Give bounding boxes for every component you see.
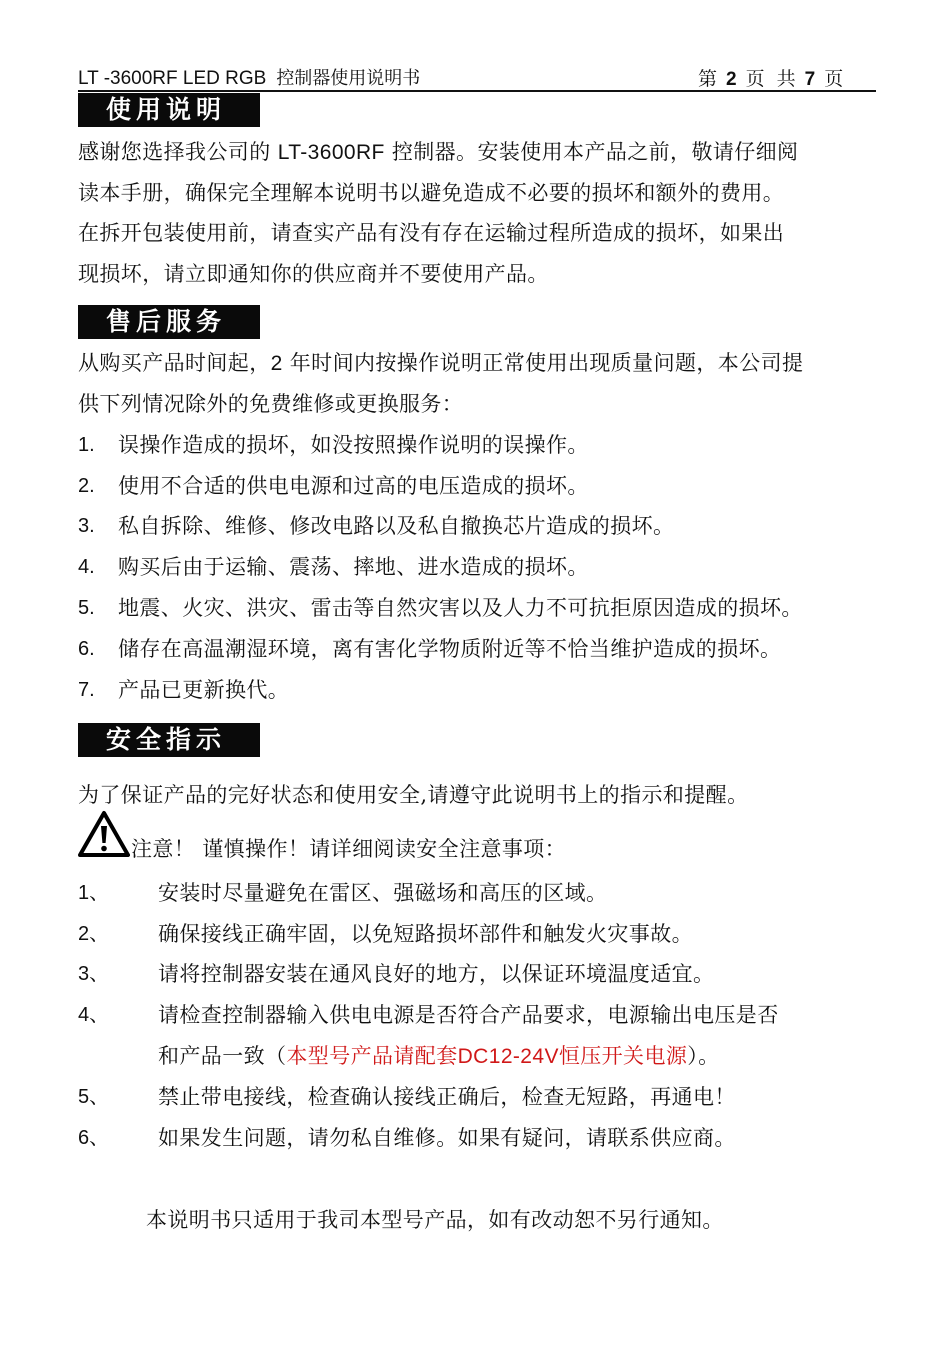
safety-item-num: 6、 [78, 1127, 110, 1149]
page-total: 7 [804, 69, 819, 90]
safety-item-num: 3、 [78, 963, 110, 985]
usage-line-1-pre: 感谢您选择我公司的 [78, 140, 278, 164]
page-suffix: 页 [824, 68, 847, 90]
page-current: 2 [726, 69, 740, 90]
service-item-num: 7. [78, 679, 95, 701]
service-item-num: 6. [78, 638, 95, 660]
power-supply-note: 本型号产品请配套 [286, 1044, 458, 1068]
voltage-range: DC12-24V [457, 1045, 559, 1068]
page-indicator [698, 64, 846, 91]
warranty-years: 2 [270, 352, 283, 375]
safety-item-num: 4、 [78, 1004, 110, 1026]
section-title-safety: 安全指示 [78, 723, 260, 757]
page-prefix: 第 [698, 68, 721, 90]
usage-line-1 [78, 138, 798, 167]
service-item-num: 2. [78, 475, 95, 497]
usage-line-1-post: 控制器。安装使用本产品之前，敬请仔细阅 [384, 140, 799, 164]
usage-line-3: 在拆开包装使用前，请查实产品有没有存在运输过程所造成的损坏，如果出 [78, 221, 785, 245]
service-item: 地震、火灾、洪灾、雷击等自然灾害以及人力不可抗拒原因造成的损坏。 [118, 596, 803, 620]
item4-post: ）。 [687, 1044, 720, 1068]
service-item: 使用不合适的供电电源和过高的电压造成的损坏。 [118, 474, 589, 498]
page-middle: 页 共 [745, 68, 799, 90]
model-name: LT-3600RF [277, 141, 385, 164]
safety-item-num: 2、 [78, 923, 110, 945]
section-title-usage: 使用说明 [78, 93, 260, 127]
service-item-num: 1. [78, 434, 95, 456]
service-intro-pre: 从购买产品时间起， [78, 351, 271, 375]
service-item-num: 5. [78, 597, 95, 619]
service-item-num: 3. [78, 515, 95, 537]
service-intro-line-1 [78, 349, 803, 378]
power-supply-type: 恒压开关电源 [558, 1044, 688, 1068]
service-item: 储存在高温潮湿环境，离有害化学物质附近等不恰当维护造成的损坏。 [118, 637, 782, 661]
safety-item: 如果发生问题，请勿私自维修。如果有疑问，请联系供应商。 [158, 1126, 736, 1150]
usage-line-4: 现损坏，请立即通知你的供应商并不要使用产品。 [78, 262, 549, 286]
safety-item: 请将控制器安装在通风良好的地方，以保证环境温度适宜。 [158, 962, 715, 986]
service-item: 产品已更新换代。 [118, 678, 290, 702]
safety-item-num: 5、 [78, 1086, 110, 1108]
usage-line-2: 读本手册，确保完全理解本说明书以避免造成不必要的损坏和额外的费用。 [78, 181, 785, 205]
safety-item-4-continuation [158, 1042, 720, 1071]
safety-item: 禁止带电接线，检查确认接线正确后，检查无短路，再通电！ [158, 1085, 736, 1109]
service-intro-line-2: 供下列情况除外的免费维修或更换服务： [78, 392, 464, 416]
safety-item: 安装时尽量避免在雷区、强磁场和高压的区域。 [158, 881, 608, 905]
service-item: 购买后由于运输、震荡、摔地、进水造成的损坏。 [118, 555, 589, 579]
safety-item: 请检查控制器输入供电电源是否符合产品要求，电源输出电压是否 [158, 1003, 779, 1027]
footer-note: 本说明书只适用于我司本型号产品，如有改动恕不另行通知。 [146, 1208, 724, 1232]
doc-title-cn: 控制器使用说明书 [276, 68, 421, 89]
service-item-num: 4. [78, 556, 95, 578]
safety-item: 确保接线正确牢固，以免短路损坏部件和触发火灾事故。 [158, 922, 693, 946]
doc-title-latin: LT -3600RF LED RGB [78, 68, 267, 89]
safety-intro: 为了保证产品的完好状态和使用安全,请遵守此说明书上的指示和提醒。 [78, 783, 749, 807]
doc-header-title [78, 64, 420, 90]
item4-pre: 和产品一致（ [158, 1044, 287, 1068]
warning-triangle-icon [78, 810, 130, 858]
header-rule [78, 90, 876, 92]
service-item: 私自拆除、维修、修改电路以及私自撤换芯片造成的损坏。 [118, 514, 675, 538]
service-item: 误操作造成的损坏，如没按照操作说明的误操作。 [118, 433, 589, 457]
section-title-service: 售后服务 [78, 305, 260, 339]
safety-warning: 注意！ 谨慎操作！请详细阅读安全注意事项： [131, 837, 567, 861]
service-intro-post: 年时间内按操作说明正常使用出现质量问题，本公司提 [282, 351, 804, 375]
safety-item-num: 1、 [78, 882, 110, 904]
